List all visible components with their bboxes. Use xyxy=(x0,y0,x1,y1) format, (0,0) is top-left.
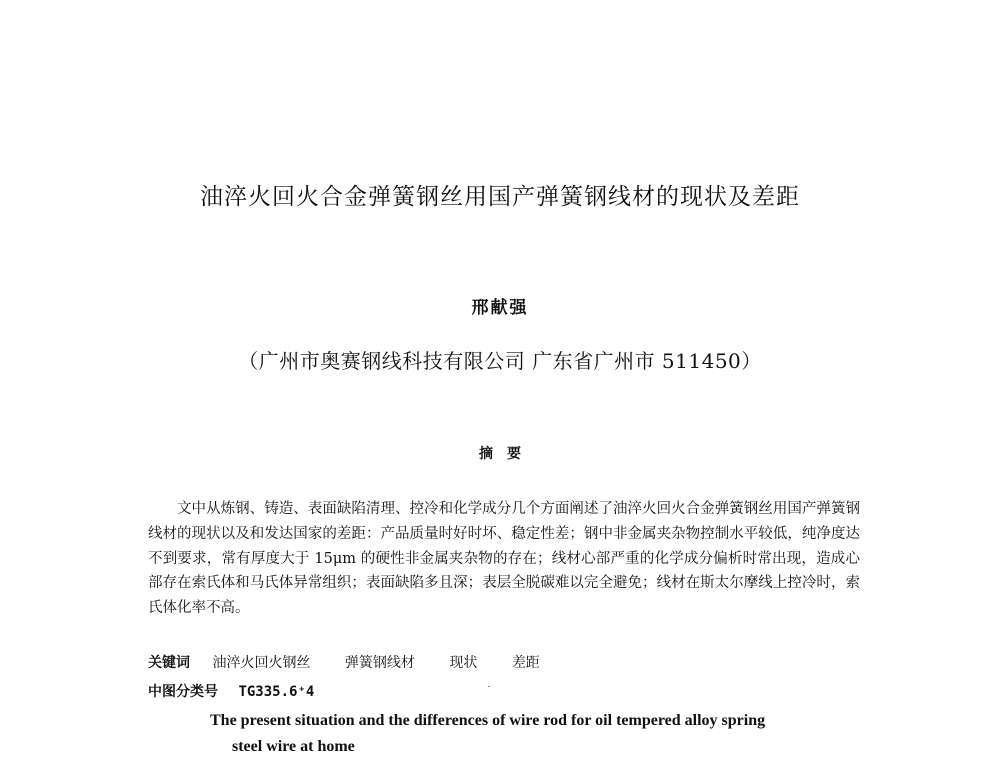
classification-line xyxy=(148,681,860,701)
english-title xyxy=(210,708,870,760)
classification-code: TG335.6⁺4 xyxy=(238,684,315,700)
author-affiliation: （广州市奥赛钢线科技有限公司 广东省广州市 511450） xyxy=(238,349,762,373)
keywords-label: 关键词 xyxy=(148,655,190,671)
scan-speck xyxy=(488,686,490,687)
abstract-heading: 摘要 xyxy=(479,446,535,462)
keyword-item: 弹簧钢线材 xyxy=(344,655,415,671)
paper-title: 油淬火回火合金弹簧钢丝用国产弹簧钢线材的现状及差距 xyxy=(200,184,800,210)
abstract-body: 文中从炼钢、铸造、表面缺陷清理、控冷和化学成分几个方面阐述了油淬火回火合金弹簧钢丝用国产弹簧钢线材的现状以及和发达国家的差距：产品质量时好时坏、稳定性差；钢中非金属夹杂物控制水平较低，纯净度达不到要求，常有厚度大于 15μm 的硬性非金属夹杂物的存在；线材心部严重的化学成分偏析时常出现，造成心部存在索氏体和马氏体异常组织；表面缺陷多且深；表层全脱碳难以完全避免；线材在斯太尔摩线上控冷时，索氏体化率不高。 xyxy=(148,501,860,617)
keyword-item: 现状 xyxy=(449,655,478,671)
keyword-item: 油淬火回火钢丝 xyxy=(212,655,311,671)
keywords-line xyxy=(148,652,860,672)
keyword-item: 差距 xyxy=(511,655,540,671)
english-title-line2: steel wire at home xyxy=(232,738,355,755)
classification-label: 中图分类号 xyxy=(148,684,218,700)
english-title-line1: The present situation and the differences of wire rod for oil tempered alloy spring xyxy=(210,712,766,729)
author-name: 邢献强 xyxy=(471,298,529,318)
